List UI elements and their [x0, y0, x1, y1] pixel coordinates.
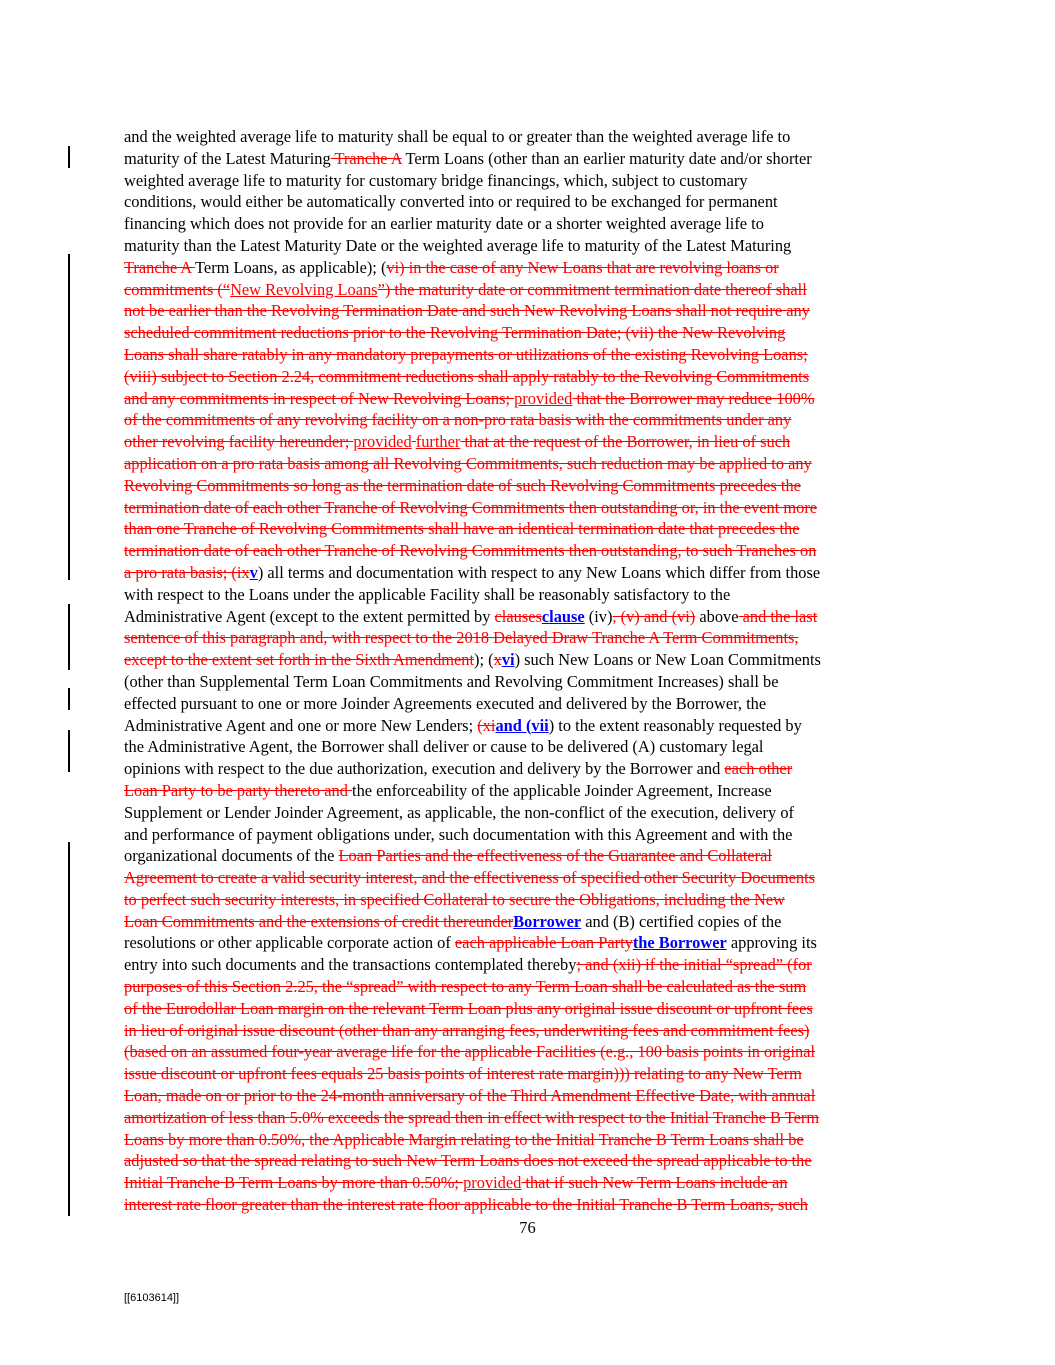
- deleted-underlined-text: further: [415, 432, 461, 452]
- deleted-text: in lieu of original issue discount (other than any arranging fees, underwriting fees and commitment fees): [124, 1020, 810, 1040]
- text-line: [124, 649, 934, 671]
- text-run: ) all terms and documentation with respect to any New Loans which differ from those: [257, 562, 821, 582]
- text-line: [124, 148, 934, 170]
- text-line: [124, 889, 934, 911]
- deleted-text: ”) the maturity date or commitment termination date thereof shall: [377, 279, 807, 299]
- text-line: [124, 344, 934, 366]
- text-line: [124, 693, 934, 715]
- document-id: [[6103614]]: [124, 1292, 180, 1304]
- deleted-text: (viii) subject to Section 2.24, commitment reductions shall apply ratably to the Revolving Commitments: [124, 366, 810, 386]
- text-line: [124, 824, 934, 846]
- deleted-text: Revolving Commitments so long as the termination date of such Revolving Commitments precedes the: [124, 475, 801, 495]
- deleted-text: termination date of each other Tranche of Revolving Commitments then outstanding or, in the event more: [124, 497, 818, 517]
- text-line: [124, 562, 934, 584]
- text-run: maturity than the Latest Maturity Date or the weighted average life to maturity of the Latest Maturing: [124, 235, 792, 255]
- text-line: [124, 802, 934, 824]
- deleted-text: x: [493, 650, 502, 670]
- text-line: [124, 1129, 934, 1151]
- text-line: [124, 213, 934, 235]
- text-line: [124, 235, 934, 257]
- deleted-text: Tranche A: [124, 257, 196, 277]
- inserted-text: vi: [501, 650, 515, 670]
- text-line: [124, 1150, 934, 1172]
- deleted-text: than one Tranche of Revolving Commitments shall have an identical termination date that precedes the: [124, 519, 800, 539]
- text-line: [124, 954, 934, 976]
- inserted-text: and (vii: [495, 715, 549, 735]
- deleted-text: that if such New Term Loans include an: [521, 1173, 788, 1193]
- deleted-underlined-text: provided: [353, 432, 412, 452]
- text-line: [124, 1085, 934, 1107]
- deleted-text: commitments (“: [124, 279, 231, 299]
- deleted-text: Loan Parties and the effectiveness of the Guarantee and Collateral: [338, 846, 772, 866]
- text-run: effected pursuant to one or more Joinder Agreements executed and delivered by the Borrower, the: [124, 693, 767, 713]
- deleted-text: sentence of this paragraph and, with respect to the 2018 Delayed Draw Tranche A Term Commitments,: [124, 628, 799, 648]
- text-run: opinions with respect to the due authorization, execution and delivery by the Borrower and: [124, 759, 725, 779]
- text-line: [124, 388, 934, 410]
- text-line: [124, 715, 934, 737]
- text-line: [124, 126, 934, 148]
- text-run: Term Loans (other than an earlier maturity date and/or shorter: [401, 148, 812, 168]
- deleted-text: (xi: [477, 715, 496, 735]
- text-run: conditions, would either be automatically converted into or required to be exchanged for permanent: [124, 192, 778, 212]
- text-line: [124, 671, 934, 693]
- change-bar: [68, 146, 70, 168]
- inserted-text: v: [249, 562, 258, 582]
- body-text: [124, 126, 934, 1216]
- text-line: [124, 584, 934, 606]
- text-run: Administrative Agent and one or more New Lenders;: [124, 715, 478, 735]
- text-line: [124, 540, 934, 562]
- text-run: Administrative Agent (except to the extent permitted by: [124, 606, 495, 626]
- deleted-text: other revolving facility hereunder;: [124, 432, 354, 452]
- change-bar: [68, 604, 70, 670]
- text-line: [124, 170, 934, 192]
- text-line: [124, 518, 934, 540]
- text-line: [124, 191, 934, 213]
- deleted-text: not be earlier than the Revolving Termination Date and such New Revolving Loans shall not require any: [124, 301, 810, 321]
- text-line: [124, 1172, 934, 1194]
- deleted-text: interest rate floor greater than the interest rate floor applicable to the Initial Tranche B Term Loans, such: [124, 1195, 808, 1215]
- text-line: [124, 300, 934, 322]
- text-line: [124, 409, 934, 431]
- deleted-text: Tranche A: [330, 148, 402, 168]
- text-run: entry into such documents and the transactions contemplated thereby: [124, 955, 577, 975]
- text-run: ) to the extent reasonably requested by: [548, 715, 802, 735]
- deleted-text: adjusted so that the spread relating to such New Term Loans does not exceed the spread applicable to the: [124, 1151, 812, 1171]
- text-run: the Administrative Agent, the Borrower shall deliver or cause to be delivered (A) customary legal: [124, 737, 764, 757]
- text-run: resolutions or other applicable corporate action of: [124, 933, 455, 953]
- change-bar: [68, 688, 70, 710]
- text-run: Term Loans, as applicable); (: [195, 257, 387, 277]
- text-line: [124, 257, 934, 279]
- inserted-text: the Borrower: [632, 933, 727, 953]
- text-run: weighted average life to maturity for customary bridge financings, which, subject to customary: [124, 170, 748, 190]
- text-run: and (B) certified copies of the: [581, 911, 782, 931]
- text-line: [124, 1194, 934, 1216]
- text-line: [124, 366, 934, 388]
- text-run: and the weighted average life to maturity shall be equal to or greater than the weighted average life to: [124, 127, 791, 146]
- deleted-text: Loans shall share ratably in any mandatory prepayments or utilizations of the existing Revolving Loans;: [124, 344, 808, 364]
- text-run: and performance of payment obligations under, such documentation with this Agreement and with the: [124, 824, 793, 844]
- text-line: [124, 475, 934, 497]
- deleted-text: of the commitments of any revolving facility on a non-pro rata basis with the commitments under any: [124, 410, 792, 430]
- deleted-text: of the Eurodollar Loan margin on the relevant Term Loan plus any original issue discount or upfront fees: [124, 998, 813, 1018]
- deleted-text: amortization of less than 5.0% exceeds the spread then in effect with respect to the Initial Tranche B Term: [124, 1107, 820, 1127]
- text-line: [124, 322, 934, 344]
- deleted-underlined-text: New Revolving Loans: [230, 279, 378, 299]
- text-run: approving its: [726, 933, 817, 953]
- inserted-text: Borrower: [513, 911, 582, 931]
- inserted-text: clause: [541, 606, 585, 626]
- deleted-text: purposes of this Section 2.25, the “spread” with respect to any Term Loan shall be calculated as the sum: [124, 977, 807, 997]
- deleted-text: Agreement to create a valid security interest, and the effectiveness of specified other Security Documents: [124, 868, 816, 888]
- text-line: [124, 627, 934, 649]
- text-line: [124, 431, 934, 453]
- deleted-text: except to the extent set forth in the Sixth Amendment: [124, 650, 475, 670]
- deleted-underlined-text: provided: [514, 388, 573, 408]
- deleted-text: Loan, made on or prior to the 24-month anniversary of the Third Amendment Effective Date, with annual: [124, 1086, 816, 1106]
- text-run: (other than Supplemental Term Loan Commitments and Revolving Commitment Increases) shall be: [124, 671, 779, 691]
- deleted-text: to perfect such security interests, in specified Collateral to secure the Obligations, including the New: [124, 889, 785, 909]
- text-line: [124, 453, 934, 475]
- deleted-text: clauses: [494, 606, 542, 626]
- change-bar: [68, 730, 70, 772]
- deleted-underlined-text: provided: [463, 1173, 522, 1193]
- text-line: [124, 932, 934, 954]
- text-run: the enforceability of the applicable Joinder Agreement, Increase: [352, 780, 772, 800]
- text-line: [124, 758, 934, 780]
- deleted-text: each applicable Loan Party: [454, 933, 633, 953]
- text-line: [124, 1041, 934, 1063]
- text-line: [124, 606, 934, 628]
- text-line: [124, 1063, 934, 1085]
- text-run: ) such New Loans or New Loan Commitments: [514, 650, 821, 670]
- page-number: 76: [519, 1218, 536, 1237]
- text-run: Supplement or Lender Joinder Agreement, as applicable, the non-conflict of the execution, delivery of: [124, 802, 794, 822]
- text-run: organizational documents of the: [124, 846, 339, 866]
- text-line: [124, 911, 934, 933]
- text-line: [124, 780, 934, 802]
- text-line: [124, 976, 934, 998]
- deleted-text: (based on an assumed four-year average life for the applicable Facilities (e.g., 100 basis points in original: [124, 1042, 816, 1062]
- text-line: [124, 497, 934, 519]
- text-line: [124, 1020, 934, 1042]
- text-run: with respect to the Loans under the applicable Facility shall be reasonably satisfactory to the: [124, 584, 731, 604]
- deleted-text: that the Borrower may reduce 100%: [572, 388, 815, 408]
- text-line: [124, 1107, 934, 1129]
- deleted-text: application on a pro rata basis among all Revolving Commitments, such reduction may be applied to any: [124, 453, 812, 473]
- deleted-text: Initial Tranche B Term Loans by more than 0.50%;: [124, 1173, 464, 1193]
- deleted-text: vi) in the case of any New Loans that are revolving loans or: [386, 257, 779, 277]
- deleted-text: termination date of each other Tranche of Revolving Commitments then outstanding, to such Tranches on: [124, 541, 817, 561]
- text-run: financing which does not provide for an earlier maturity date or a shorter weighted average life to: [124, 214, 764, 234]
- text-run: ); (: [474, 650, 494, 670]
- change-bar: [68, 254, 70, 580]
- deleted-text: issue discount or upfront fees equals 25 basis points of interest rate margin))) relating to any New Term: [124, 1064, 802, 1084]
- deleted-text: that at the request of the Borrower, in lieu of such: [460, 432, 791, 452]
- deleted-text: and the last: [738, 606, 818, 626]
- text-run: maturity of the Latest Maturing: [124, 148, 331, 168]
- text-run: above: [695, 606, 739, 626]
- text-line: [124, 736, 934, 758]
- deleted-text: ; and (xii) if the initial “spread” (for: [576, 955, 812, 975]
- deleted-text: scheduled commitment reductions prior to the Revolving Termination Date; (vii) the New Revolving: [124, 323, 786, 343]
- deleted-text: Loan Commitments and the extensions of credit thereunder: [124, 911, 514, 931]
- deleted-text: a pro rata basis; (ix: [124, 562, 250, 582]
- text-line: [124, 998, 934, 1020]
- text-line: [124, 867, 934, 889]
- text-line: [124, 279, 934, 301]
- text-run: (iv): [584, 606, 613, 626]
- deleted-text: Loans by more than 0.50%, the Applicable Margin relating to the Initial Tranche B Term Loans shall be: [124, 1129, 804, 1149]
- deleted-text: , (v) and (vi): [612, 606, 696, 626]
- text-line: [124, 845, 934, 867]
- change-bar: [68, 842, 70, 1216]
- deleted-text: and any commitments in respect of New Revolving Loans;: [124, 388, 515, 408]
- deleted-text: each other: [724, 759, 793, 779]
- deleted-text: Loan Party to be party thereto and: [124, 780, 353, 800]
